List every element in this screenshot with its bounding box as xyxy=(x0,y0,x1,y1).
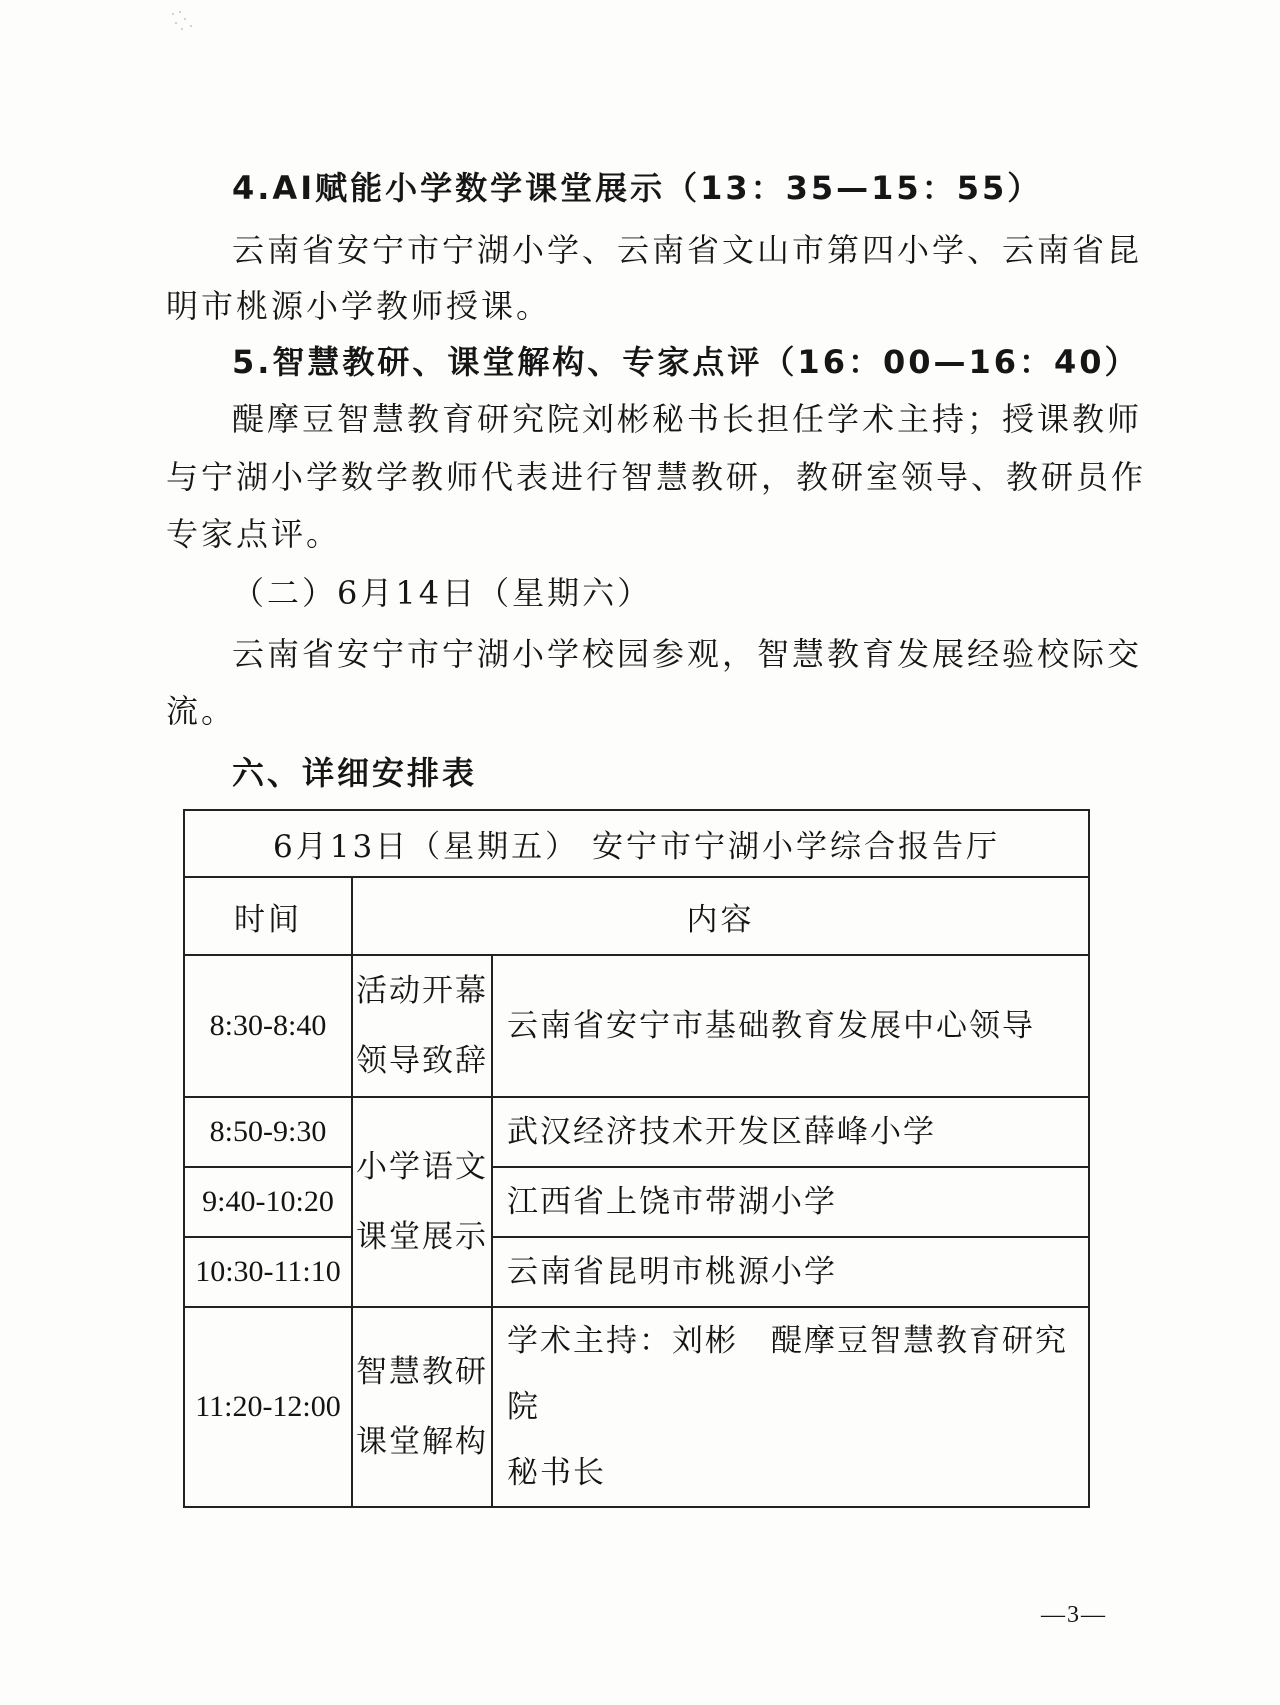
section-5-heading: 5.智慧教研、课堂解构、专家点评（16：00—16：40） xyxy=(232,343,1140,381)
time-cell: 9:40-10:20 xyxy=(184,1167,352,1237)
content-cell xyxy=(492,1307,1089,1507)
time-cell: 8:30-8:40 xyxy=(184,955,352,1097)
section-5-line-2: 与宁湖小学数学教师代表进行智慧教研，教研室领导、教研员作 xyxy=(166,458,1147,496)
category-line: 小学语文 xyxy=(356,1149,488,1185)
table-header-row xyxy=(184,877,1089,955)
category-line: 智慧教研 xyxy=(356,1354,488,1390)
scan-speck xyxy=(170,10,200,34)
category-line: 活动开幕 xyxy=(356,973,488,1009)
category-cell xyxy=(352,1097,492,1307)
category-cell xyxy=(352,1307,492,1507)
category-cell xyxy=(352,955,492,1097)
day-2-heading: （二）6月14日（星期六） xyxy=(232,574,653,612)
section-5-line-1: 醍摩豆智慧教育研究院刘彬秘书长担任学术主持；授课教师 xyxy=(232,400,1143,438)
table-row xyxy=(184,1307,1089,1507)
category-line: 课堂解构 xyxy=(356,1424,488,1460)
content-cell: 云南省安宁市基础教育发展中心领导 xyxy=(492,955,1089,1097)
time-cell: 11:20-12:00 xyxy=(184,1307,352,1507)
content-cell: 武汉经济技术开发区薛峰小学 xyxy=(492,1097,1089,1167)
category-line: 领导致辞 xyxy=(356,1043,488,1079)
schedule-table xyxy=(183,809,1090,1508)
time-cell: 10:30-11:10 xyxy=(184,1237,352,1307)
page-number: —3— xyxy=(1041,1602,1107,1628)
column-header-content: 内容 xyxy=(352,877,1089,955)
section-4-line-1: 云南省安宁市宁湖小学、云南省文山市第四小学、云南省昆 xyxy=(232,231,1143,269)
section-6-heading: 六、详细安排表 xyxy=(232,754,478,792)
content-cell: 江西省上饶市带湖小学 xyxy=(492,1167,1089,1237)
content-line: 学术主持：刘彬 醍摩豆智慧教育研究院 xyxy=(507,1323,1068,1425)
table-row xyxy=(184,955,1089,1097)
section-4-heading: 4.AI赋能小学数学课堂展示（13：35—15：55） xyxy=(232,169,1043,207)
content-cell: 云南省昆明市桃源小学 xyxy=(492,1237,1089,1307)
section-4-line-2: 明市桃源小学教师授课。 xyxy=(166,287,552,325)
time-cell: 8:50-9:30 xyxy=(184,1097,352,1167)
section-5-line-3: 专家点评。 xyxy=(166,515,342,553)
day-2-line-2: 流。 xyxy=(166,692,237,730)
table-row xyxy=(184,1167,1089,1237)
category-line: 课堂展示 xyxy=(356,1219,488,1255)
table-row xyxy=(184,1237,1089,1307)
table-row xyxy=(184,1097,1089,1167)
content-line: 秘书长 xyxy=(507,1455,606,1491)
column-header-time: 时间 xyxy=(184,877,352,955)
table-title-row xyxy=(184,810,1089,877)
day-2-line-1: 云南省安宁市宁湖小学校园参观，智慧教育发展经验校际交 xyxy=(232,635,1143,673)
table-title: 6月13日（星期五） 安宁市宁湖小学综合报告厅 xyxy=(184,810,1089,877)
